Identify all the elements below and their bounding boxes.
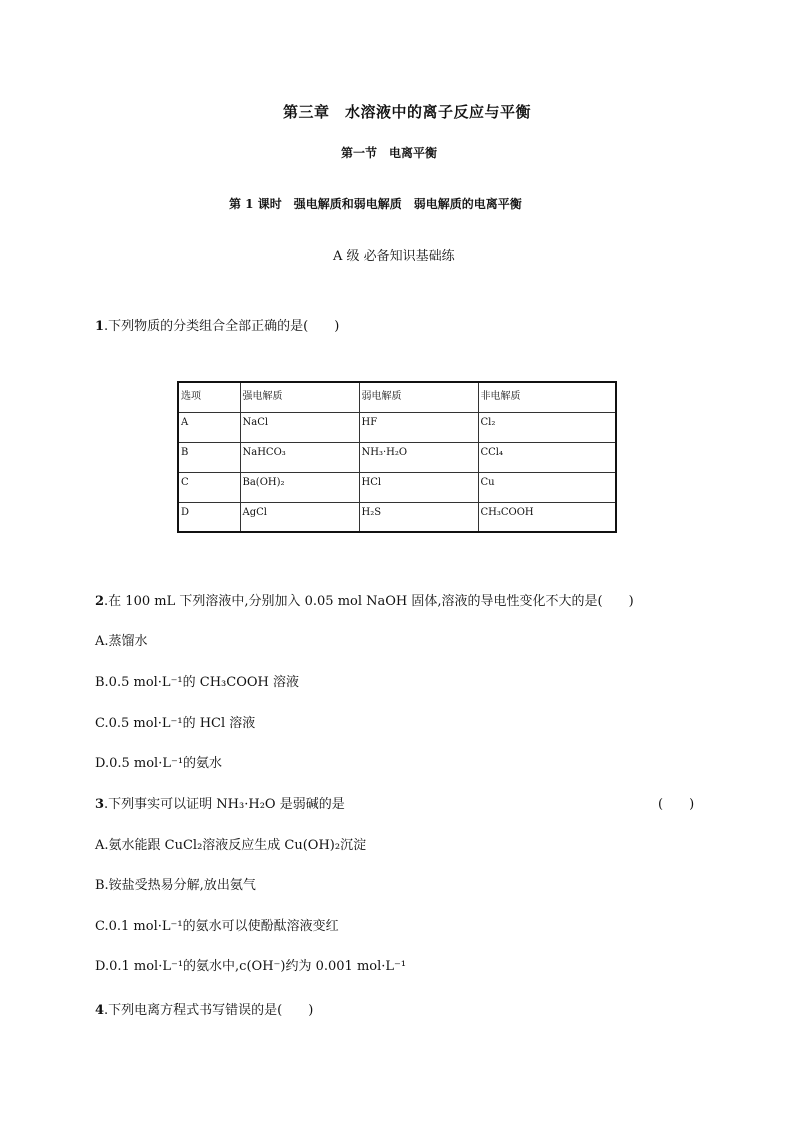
option-b: B.铵盐受热易分解,放出氨气: [95, 878, 256, 893]
option-b: B.0.5 mol·L⁻¹的 CH₃COOH 溶液: [95, 675, 300, 690]
question-2: [95, 590, 634, 609]
section-title: 第一节 电离平衡: [341, 146, 438, 160]
question-text: .在 100 mL 下列溶液中,分别加入 0.05 mol NaOH 固体,溶液的导电性变化不大的是( ): [104, 594, 634, 609]
table-header-cell: 强电解质: [240, 382, 359, 412]
table-cell: NH₃·H₂O: [359, 442, 478, 472]
table-cell: HCl: [359, 472, 478, 502]
table-cell: CH₃COOH: [478, 502, 616, 532]
option-c: C.0.5 mol·L⁻¹的 HCl 溶液: [95, 716, 256, 731]
table-cell: Ba(OH)₂: [240, 472, 359, 502]
table-cell: HF: [359, 412, 478, 442]
classification-table: [177, 381, 617, 533]
table-cell: NaCl: [240, 412, 359, 442]
question-number: 2: [95, 594, 105, 609]
question-text: .下列物质的分类组合全部正确的是( ): [104, 319, 340, 334]
table-cell: H₂S: [359, 502, 478, 532]
table-row: [178, 472, 616, 502]
table-cell: Cl₂: [478, 412, 616, 442]
table-cell: B: [178, 442, 240, 472]
question-4: [95, 999, 313, 1018]
lesson-title: 第 1 课时 强电解质和弱电解质 弱电解质的电离平衡: [229, 197, 522, 211]
table-row: [178, 502, 616, 532]
option-a: A.蒸馏水: [95, 634, 148, 649]
table-header-row: [178, 382, 616, 412]
table-row: [178, 412, 616, 442]
question-number: 4: [95, 1003, 105, 1018]
option-d: D.0.5 mol·L⁻¹的氨水: [95, 756, 223, 771]
table-cell: D: [178, 502, 240, 532]
option-a: A.氨水能跟 CuCl₂溶液反应生成 Cu(OH)₂沉淀: [95, 838, 367, 853]
question-text: .下列电离方程式书写错误的是( ): [104, 1003, 314, 1018]
table-cell: NaHCO₃: [240, 442, 359, 472]
question-number: 1: [95, 319, 105, 334]
table-header-cell: 非电解质: [478, 382, 616, 412]
option-c: C.0.1 mol·L⁻¹的氨水可以使酚酞溶液变红: [95, 919, 339, 934]
answer-bracket: ( ): [658, 797, 695, 812]
question-1: [95, 315, 339, 334]
option-d: D.0.1 mol·L⁻¹的氨水中,c(OH⁻)约为 0.001 mol·L⁻¹: [95, 959, 407, 974]
question-text: .下列事实可以证明 NH₃·H₂O 是弱碱的是: [104, 797, 345, 812]
table-header-cell: 选项: [178, 382, 240, 412]
table-cell: A: [178, 412, 240, 442]
table-cell: Cu: [478, 472, 616, 502]
table-row: [178, 442, 616, 472]
table-cell: CCl₄: [478, 442, 616, 472]
table-header-cell: 弱电解质: [359, 382, 478, 412]
table-cell: AgCl: [240, 502, 359, 532]
chapter-title: 第三章 水溶液中的离子反应与平衡: [283, 103, 532, 121]
table-cell: C: [178, 472, 240, 502]
question-3: [95, 793, 345, 812]
question-number: 3: [95, 797, 105, 812]
level-heading: A 级 必备知识基础练: [333, 249, 455, 264]
